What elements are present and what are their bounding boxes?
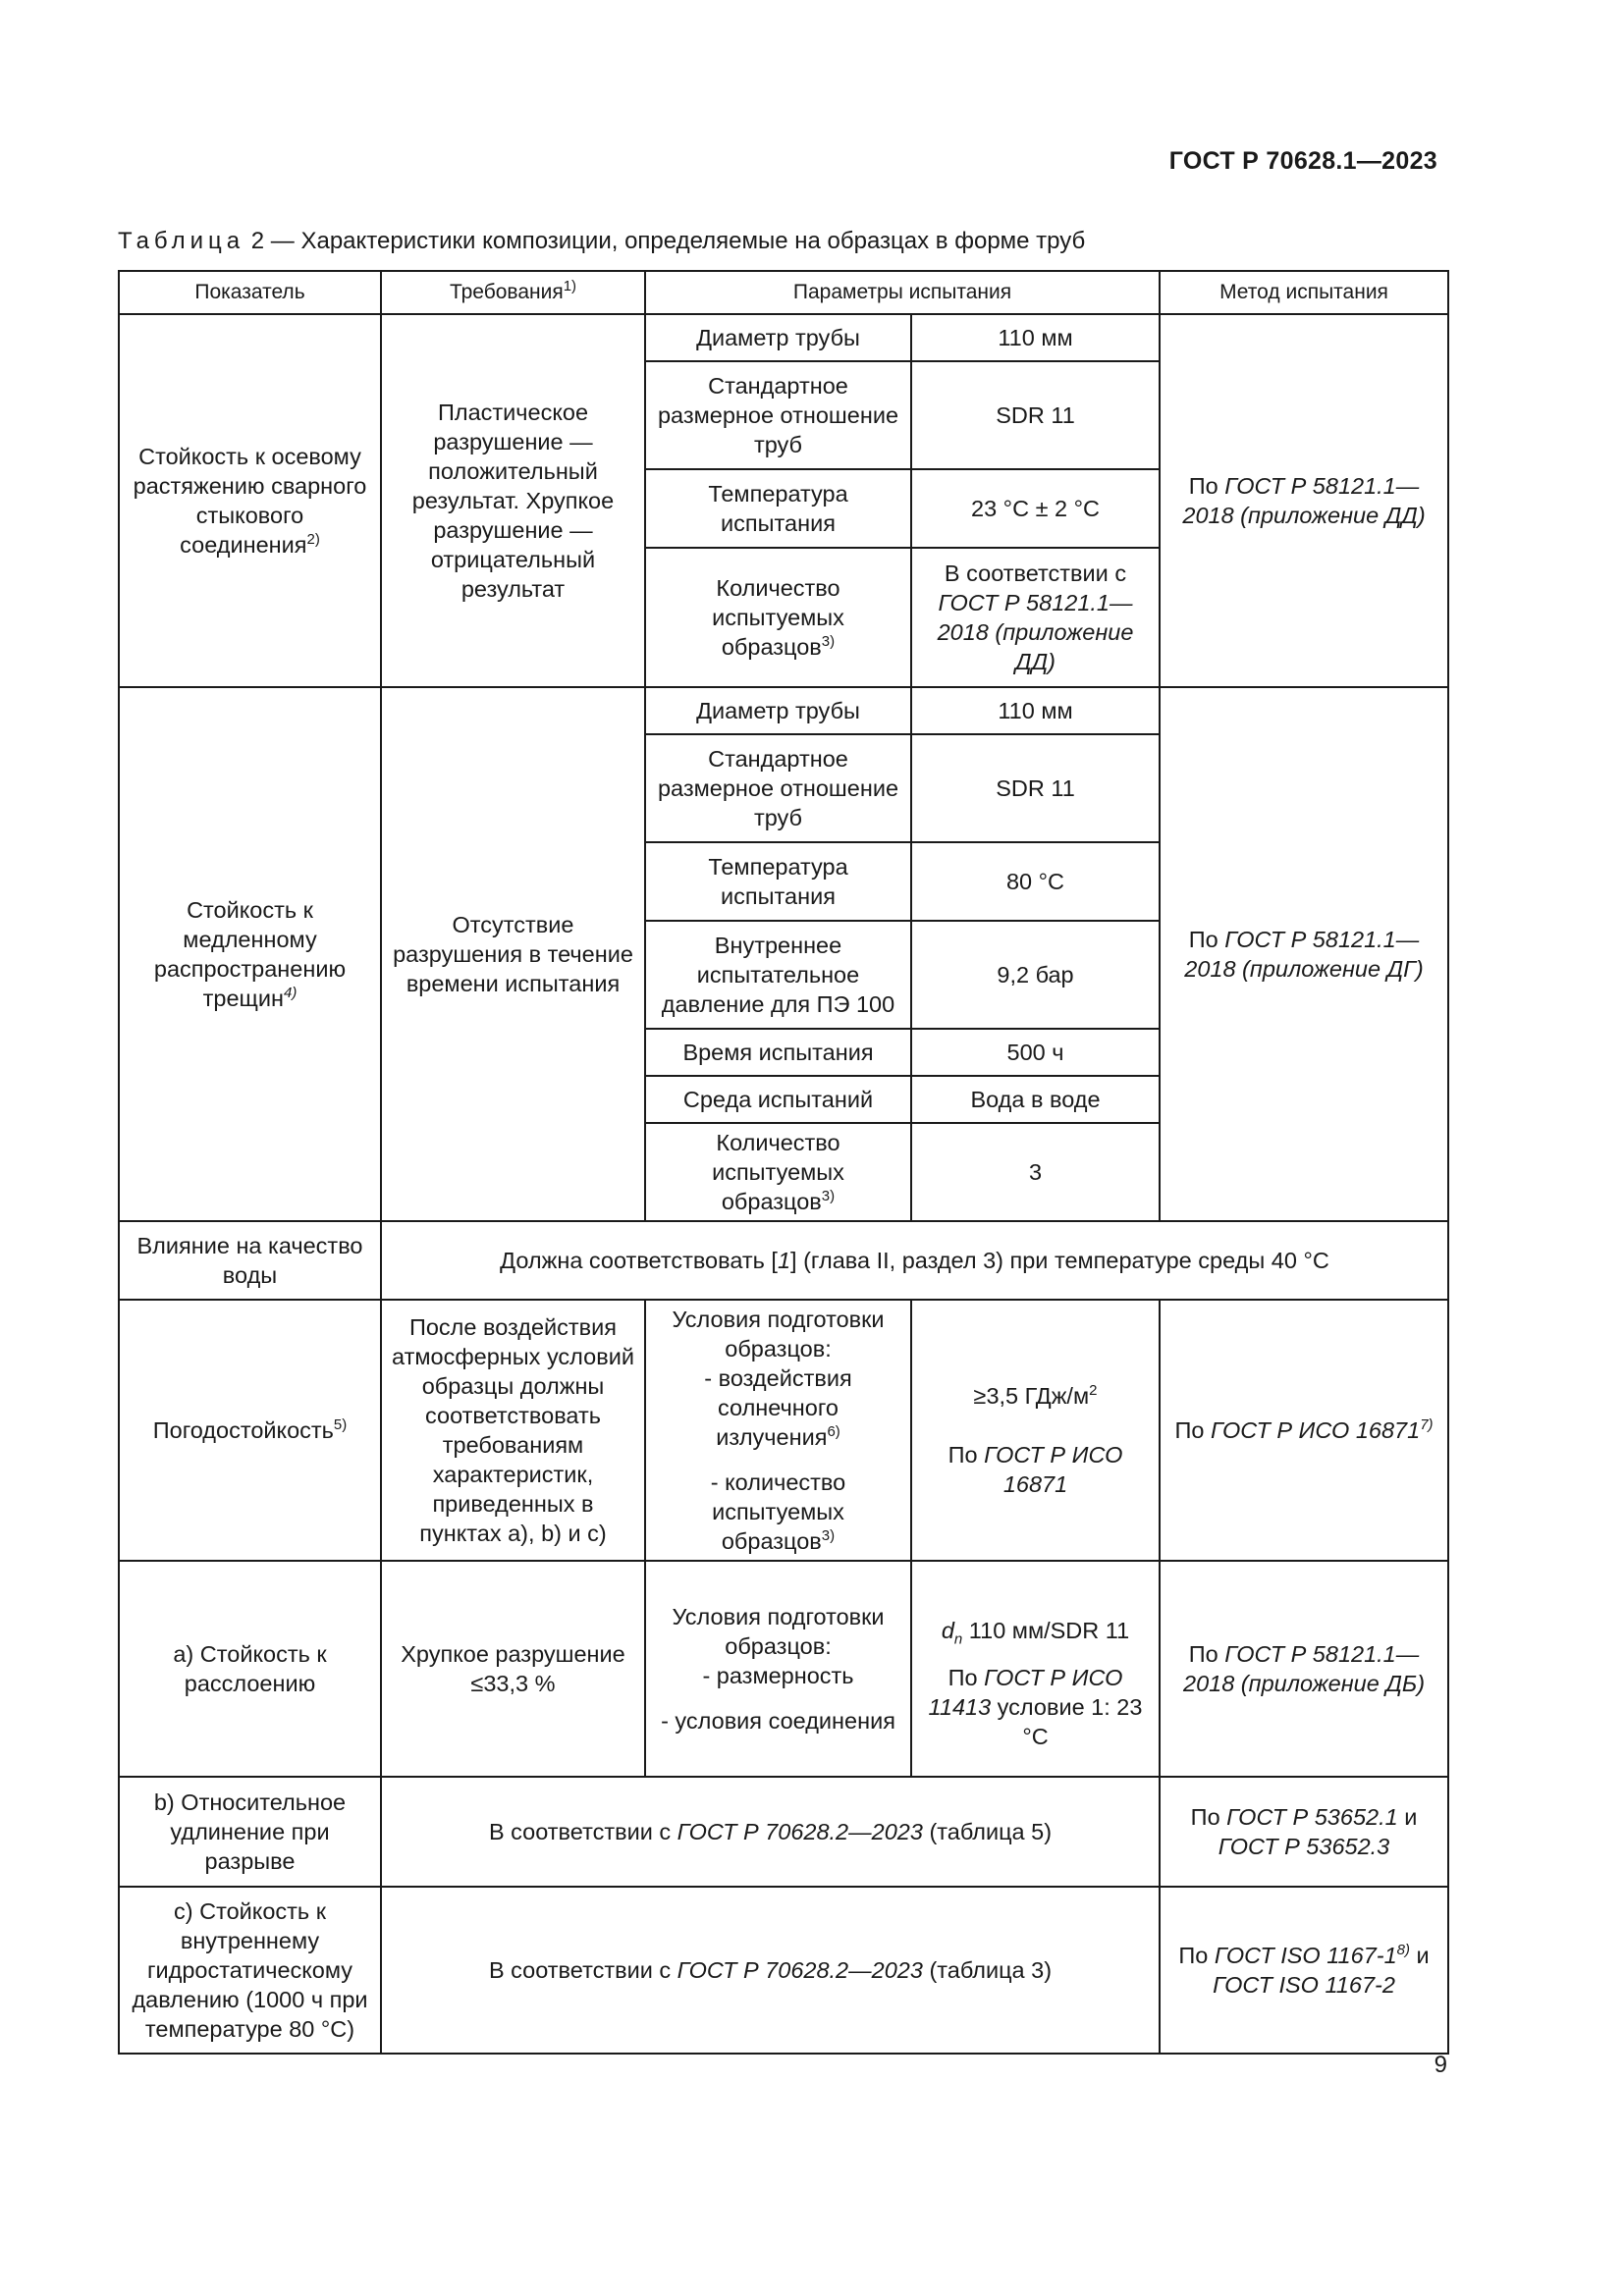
table-row (119, 1887, 1448, 2054)
table-header-row (119, 271, 1448, 314)
param-value-cell: ≥3,5 ГДж/$м^2$ По ГОСТ Р ИСО 16871 (911, 1300, 1160, 1561)
param-value-cell: 9,2 бар (911, 921, 1160, 1029)
column-header-requirements: Требования$^{1)}$ (381, 271, 645, 314)
indicator-cell: Погодостойкость$^{5)}$ (119, 1300, 381, 1561)
method-cell: По ГОСТ Р 53652.1 и ГОСТ Р 53652.3 (1160, 1777, 1448, 1887)
param-value-cell: 110 мм (911, 314, 1160, 361)
param-value-cell: 500 ч (911, 1029, 1160, 1076)
footnote-ref: 5) (333, 1416, 348, 1434)
param-value-cell: SDR 11 (911, 734, 1160, 842)
footnote-ref: 3) (821, 633, 836, 651)
method-cell: По ГОСТ Р ИСО 16871$^{7)}$ (1160, 1300, 1448, 1561)
indicator-cell: Стойкость к медленному распространению трещин$^{4)}$ (119, 687, 381, 1221)
footnote-ref: 6) (827, 1423, 840, 1441)
footnote-ref: 7) (1420, 1416, 1434, 1434)
param-name-cell: Стандартное размерное отношение труб (645, 361, 911, 469)
column-header-method: Метод испытания (1160, 271, 1448, 314)
document-code: ГОСТ Р 70628.1—2023 (1168, 147, 1437, 175)
method-cell: По ГОСТ Р 58121.1—2018 (приложение ДБ) (1160, 1561, 1448, 1777)
characteristics-table (118, 270, 1449, 2055)
param-name-cell: Диаметр трубы (645, 314, 911, 361)
indicator-cell: Стойкость к осевому растяжению сварного стыкового соединения$^{2)}$ (119, 314, 381, 687)
footnote-ref: 3) (821, 1527, 836, 1545)
param-value-cell: 23 °С ± 2 °С (911, 469, 1160, 548)
method-cell: По ГОСТ Р 58121.1—2018 (приложение ДД) (1160, 314, 1448, 687)
merged-requirement-cell: В соответствии с ГОСТ Р 70628.2—2023 (таблица 5) (381, 1777, 1160, 1887)
table-row (119, 1300, 1448, 1561)
param-name-cell: Время испытания (645, 1029, 911, 1076)
method-cell: По ГОСТ Р 58121.1—2018 (приложение ДГ) (1160, 687, 1448, 1221)
param-value-cell: 3 (911, 1123, 1160, 1221)
footnote-ref: 3) (821, 1188, 836, 1205)
column-header-parameters: Параметры испытания (645, 271, 1160, 314)
indicator-cell: Влияние на качество воды (119, 1221, 381, 1300)
param-name-cell: Количество испытуемых образцов$^{3)}$ (645, 1123, 911, 1221)
param-value-cell: 110 мм (911, 687, 1160, 734)
param-name-cell: Температура испытания (645, 842, 911, 921)
requirement-cell: Пластическое разрушение — положительный результат. Хрупкое разрушение — отрицательный результат (381, 314, 645, 687)
param-name-cell: Стандартное размерное отношение труб (645, 734, 911, 842)
param-value-cell: $d_n$ 110 мм/SDR 11 По ГОСТ Р ИСО 11413 условие 1: 23 °С (911, 1561, 1160, 1777)
requirement-cell: После воздействия атмосферных условий образцы должны соответствовать требованиям характеристик, приведенных в пунктах a), b) и c) (381, 1300, 645, 1561)
table-row (119, 1221, 1448, 1300)
page-number: 9 (1434, 2052, 1447, 2078)
merged-requirement-cell: Должна соответствовать [1] (глава II, раздел 3) при температуре среды 40 °С (381, 1221, 1448, 1300)
param-name-cell: Температура испытания (645, 469, 911, 548)
param-value-cell: В соответствии с ГОСТ Р 58121.1—2018 (приложение ДД) (911, 548, 1160, 687)
requirement-cell: Отсутствие разрушения в течение времени испытания (381, 687, 645, 1221)
param-value-cell: Вода в воде (911, 1076, 1160, 1123)
param-name-cell: Условия подготовки образцов: - размерность - условия соединения (645, 1561, 911, 1777)
method-cell: По ГОСТ ISO 1167-1$^{8)}$ и ГОСТ ISO 1167-2 (1160, 1887, 1448, 2054)
table-row (119, 687, 1448, 734)
indicator-cell: b) Относительное удлинение при разрыве (119, 1777, 381, 1887)
param-name-cell: Внутреннее испытательное давление для ПЭ 100 (645, 921, 911, 1029)
indicator-cell: c) Стойкость к внутреннему гидростатическому давлению (1000 ч при температуре 80 °С) (119, 1887, 381, 2054)
table-caption-text: 2 — Характеристики композиции, определяемые на образцах в форме труб (244, 228, 1086, 254)
table-caption (118, 228, 1085, 255)
footnote-ref: 2) (306, 531, 320, 549)
table-row (119, 1561, 1448, 1777)
param-name-cell: Диаметр трубы (645, 687, 911, 734)
param-value-cell: SDR 11 (911, 361, 1160, 469)
footnote-ref: 8) (1396, 1942, 1410, 1959)
param-name-cell: Количество испытуемых образцов$^{3)}$ (645, 548, 911, 687)
column-header-indicator: Показатель (119, 271, 381, 314)
param-name-cell: Условия подготовки образцов: - воздействия солнечного излучения$^{6)}$ - количество испытуемых образцов$^{3)}$ (645, 1300, 911, 1561)
footnote-ref: 4) (284, 985, 298, 1002)
table-row (119, 1777, 1448, 1887)
indicator-cell: a) Стойкость к расслоению (119, 1561, 381, 1777)
merged-requirement-cell: В соответствии с ГОСТ Р 70628.2—2023 (таблица 3) (381, 1887, 1160, 2054)
table-caption-label: Таблица (118, 228, 245, 254)
footnote-ref: 1) (563, 278, 577, 294)
param-name-cell: Среда испытаний (645, 1076, 911, 1123)
table-row (119, 314, 1448, 361)
requirement-cell: Хрупкое разрушение ≤33,3 % (381, 1561, 645, 1777)
param-value-cell: 80 °С (911, 842, 1160, 921)
